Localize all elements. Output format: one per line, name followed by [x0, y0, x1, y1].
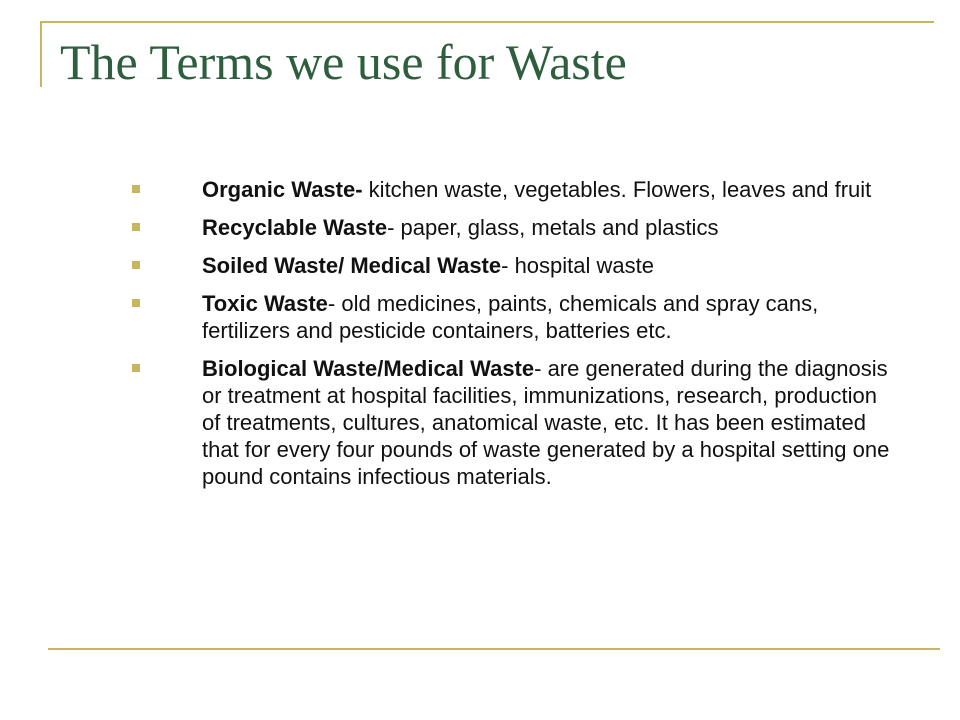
bullet-text: - are generated during the diagnosis or treatment at hospital facilities, immunizations, research, production of treatments, cultures, anatomical waste, etc. It has been estimated that for every four pounds of waste generated by a hospital setting one pound contains infectious materials. [202, 356, 890, 489]
bullet-term: Toxic Waste [202, 291, 328, 316]
list-item [130, 176, 900, 203]
bullet-text: kitchen waste, vegetables. Flowers, leaves and fruit [362, 177, 872, 202]
bullet-text: - old medicines, paints, chemicals and spray cans, fertilizers and pesticide containers, batteries etc. [202, 291, 819, 343]
bullet-term: Organic Waste- [202, 177, 363, 202]
bullet-list [130, 176, 900, 501]
bottom-border-line [48, 648, 940, 650]
list-item [130, 355, 900, 490]
left-border-line [40, 21, 42, 87]
list-item [130, 252, 900, 279]
bullet-term: Biological Waste/Medical Waste [202, 356, 535, 381]
square-bullet-icon [132, 364, 140, 372]
slide-title: The Terms we use for Waste [60, 34, 627, 90]
square-bullet-icon [132, 185, 140, 193]
square-bullet-icon [132, 223, 140, 231]
bullet-text: - hospital waste [501, 253, 654, 278]
top-border-line [40, 21, 934, 23]
bullet-term: Recyclable Waste [202, 215, 388, 240]
list-item [130, 214, 900, 241]
bullet-term: Soiled Waste/ Medical Waste [202, 253, 502, 278]
list-item [130, 290, 900, 344]
bullet-text: - paper, glass, metals and plastics [387, 215, 719, 240]
square-bullet-icon [132, 299, 140, 307]
square-bullet-icon [132, 261, 140, 269]
